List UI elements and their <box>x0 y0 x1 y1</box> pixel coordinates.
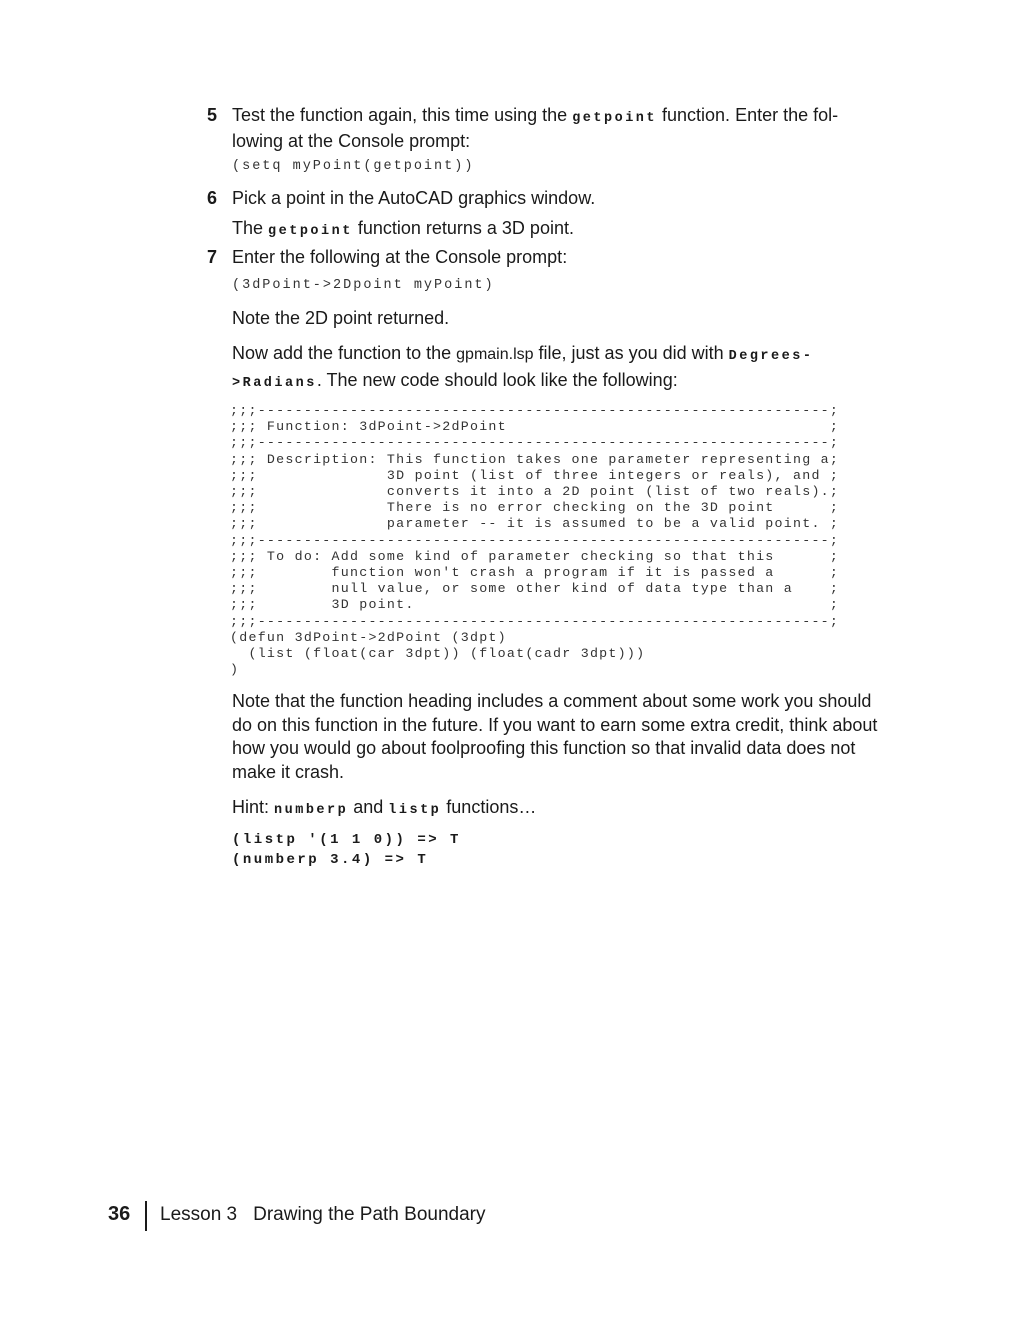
step-text: Pick a point in the AutoCAD graphics window. <box>232 188 596 208</box>
inline-code: getpoint <box>572 111 658 126</box>
step-6-result: The getpoint function returns a 3D point. <box>232 218 574 239</box>
code-block: ;;;--------------------------------------------------------------; ;;; Function: 3dPoint->2dPoint ; ;;;--------------------------------------------------------------; ;;; Description: This function takes one parameter representing a; ;;; 3D point (list of three integers or reals), and ; ;;; converts it into a 2D point (list of two reals).; ;;; There is no error checking on the 3D point ; ;;; parameter -- it is assumed to be a valid point. ; ;;;--------------------------------------------------------------; ;;; To do: Add some kind of parameter checking so that this ; ;;; function won't crash a program if it is passed a ; ;;; null value, or some other kind of data type than a ; ;;; 3D point. ; ;;;--------------------------------------------------------------; (defun 3dPoint->2dPoint (3dpt) (list (float(car 3dpt)) (float(cadr 3dpt))) ) <box>230 403 840 678</box>
hint-example-listp: (listp '(1 1 0)) => T <box>232 832 461 848</box>
inline-code: Degrees->Radians <box>232 349 814 391</box>
step-number: 6 <box>207 188 218 208</box>
note-paragraph: Note that the function heading includes a comment about some work you should do on this function in the future. If you want to earn some extra credit, think about how you would go about foolproofing this function so that invalid data does not make it crash. <box>232 691 878 782</box>
step-number: 7 <box>207 247 218 267</box>
step-text: Enter the following at the Console prompt: <box>232 247 568 267</box>
inline-code: getpoint <box>268 224 353 239</box>
step-7-note: Note the 2D point returned. <box>232 308 450 328</box>
lesson-label: Lesson 3 <box>160 1204 238 1225</box>
chapter-title: Drawing the Path Boundary <box>253 1204 486 1225</box>
code-3dpoint-call: (3dPoint->2Dpoint myPoint) <box>232 278 495 293</box>
step-text: Test the function again, this time using the getpoint function. Enter the fol-lowing at the Console prompt: <box>232 105 839 151</box>
footer-lesson <box>160 1204 486 1226</box>
inline-code: listp <box>388 803 442 818</box>
hint-example-numberp: (numberp 3.4) => T <box>232 852 429 868</box>
step-number: 5 <box>207 105 218 125</box>
code-setq: (setq myPoint(getpoint)) <box>232 159 475 174</box>
add-function-paragraph: Now add the function to the gpmain.lsp file, just as you did with Degrees->Radians. The new code should look like the following: <box>232 343 814 391</box>
file-name: gpmain.lsp <box>456 346 534 363</box>
inline-code: numberp <box>274 803 349 818</box>
page-number: 36 <box>108 1203 131 1225</box>
footer-divider <box>145 1201 147 1231</box>
hint-line: Hint: numberp and listp functions… <box>232 797 537 818</box>
